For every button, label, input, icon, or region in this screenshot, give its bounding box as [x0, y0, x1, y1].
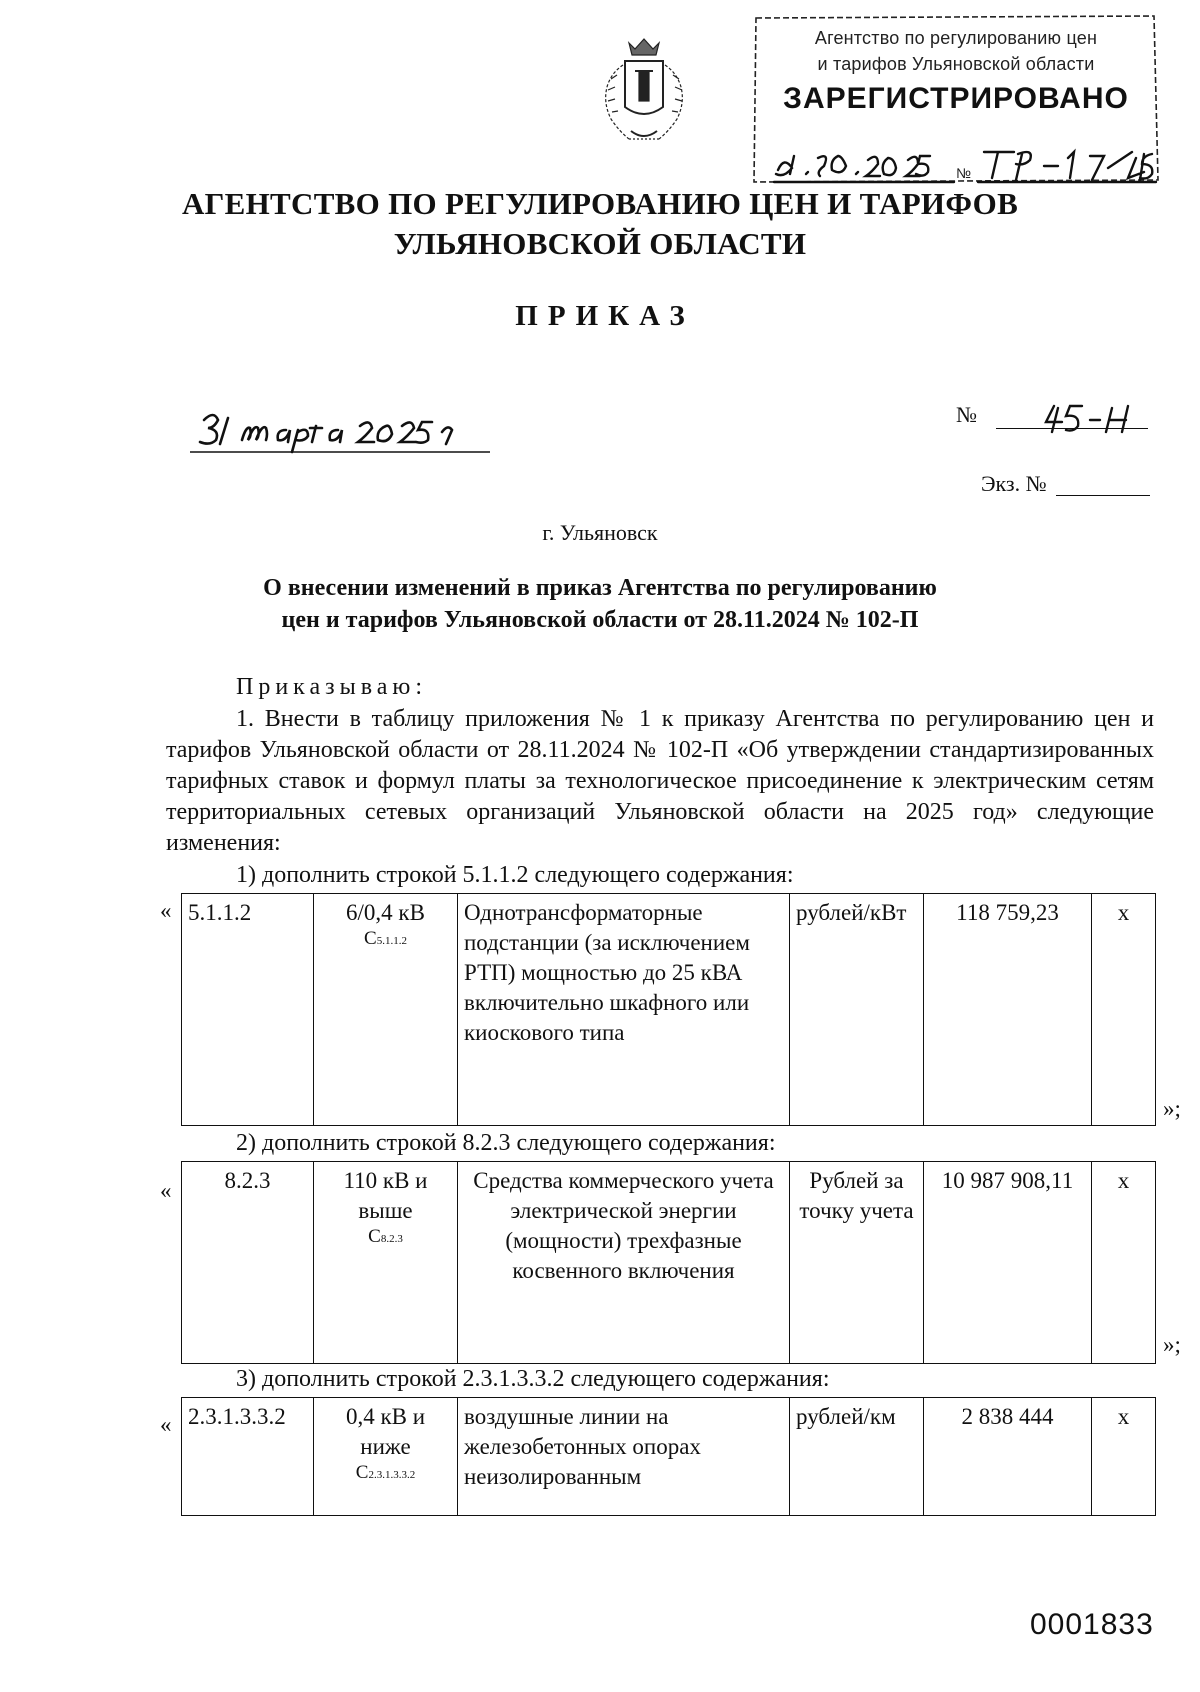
- row-1-number: 5.1.1.2: [182, 894, 314, 1126]
- stamp-agency-line2: и тарифов Ульяновской области: [817, 54, 1095, 74]
- city: г. Ульяновск: [542, 520, 658, 545]
- sub-item-2: 2) дополнить строкой 8.2.3 следующего содержания:: [236, 1130, 776, 1156]
- row-1-voltage: 6/0,4 кВ: [346, 900, 425, 925]
- coat-of-arms-emblem: [595, 35, 693, 153]
- document-serial-number: 0001833: [1030, 1608, 1154, 1641]
- sub-item-1: 1) дополнить строкой 5.1.1.2 следующего содержания:: [236, 862, 794, 888]
- orders-word: Приказываю:: [236, 674, 427, 700]
- row-3-number: 2.3.1.3.3.2: [182, 1398, 314, 1516]
- row-3-value: 2 838 444: [924, 1398, 1092, 1516]
- row-2-value: 10 987 908,11: [924, 1162, 1092, 1364]
- row-3-mark: x: [1092, 1398, 1156, 1516]
- row-2-mark: x: [1092, 1162, 1156, 1364]
- stamp-agency-line1: Агентство по регулированию цен: [814, 28, 1098, 48]
- agency-header: [0, 184, 1200, 264]
- sub-item-3: 3) дополнить строкой 2.3.1.3.3.2 следующего содержания:: [236, 1366, 830, 1392]
- svg-text:№: №: [956, 165, 972, 181]
- table-row-1: [181, 893, 1156, 1126]
- row-3-rate-symbol: C2.3.1.3.3.2: [355, 1462, 416, 1483]
- row-1-mark: x: [1092, 894, 1156, 1126]
- order-title: ПРИКАЗ: [515, 300, 695, 332]
- row-1-rate-code: [314, 894, 458, 1126]
- handwritten-date: [190, 396, 490, 456]
- row-3-voltage: 0,4 кВ и ниже: [345, 1404, 426, 1459]
- row-2-description: Средства коммерческого учета электрической энергии (мощности) трехфазные косвенного включения: [458, 1162, 790, 1364]
- row-2-open-quote: «: [160, 1178, 172, 1203]
- registration-stamp: [752, 14, 1160, 184]
- row-3-open-quote: «: [160, 1412, 172, 1437]
- stamp-registered-title: ЗАРЕГИСТРИРОВАНО: [783, 82, 1129, 115]
- item-1-paragraph: 1. Внести в таблицу приложения № 1 к приказу Агентства по регулированию цен и тарифов Ульяновской области от 28.11.2024 № 102-П «Об утверждении стандартизированных тарифных ставок и формул платы за технологическое присоединение к электрическим сетям территориальных сетевых организаций Ульяновской области на 2025 год» следующие изменения:: [166, 706, 1154, 856]
- stamp-handwritten-date-number: [760, 128, 1160, 188]
- row-1-rate-symbol: C5.1.1.2: [364, 928, 407, 949]
- copy-number-underline: [1056, 495, 1150, 496]
- order-subject: [0, 572, 1200, 636]
- row-1-open-quote: «: [160, 898, 172, 923]
- row-3-unit: рублей/км: [790, 1398, 924, 1516]
- row-1-value: 118 759,23: [924, 894, 1092, 1126]
- row-1-unit: рублей/кВт: [790, 894, 924, 1126]
- table-row-2: [181, 1161, 1156, 1364]
- row-3-description: воздушные линии на железобетонных опорах неизолированным: [458, 1398, 790, 1516]
- row-2-rate-code: [314, 1162, 458, 1364]
- row-2-voltage: 110 кВ и выше: [343, 1168, 428, 1223]
- row-2-unit: Рублей за точку учета: [790, 1162, 924, 1364]
- subject-line1: О внесении изменений в приказ Агентства по регулированию: [263, 575, 937, 601]
- row-2-close-quote: »;: [1163, 1332, 1181, 1357]
- copy-number-label: Экз. №: [981, 471, 1047, 496]
- subject-line2: цен и тарифов Ульяновской области от 28.11.2024 № 102-П: [281, 607, 919, 633]
- row-2-rate-symbol: C8.2.3: [368, 1226, 403, 1247]
- agency-title-line1: АГЕНТСТВО ПО РЕГУЛИРОВАНИЮ ЦЕН И ТАРИФОВ: [181, 186, 1019, 221]
- row-2-number: 8.2.3: [182, 1162, 314, 1364]
- table-row-3: [181, 1397, 1156, 1516]
- order-number-label: №: [956, 402, 977, 427]
- agency-title-line2: УЛЬЯНОВСКОЙ ОБЛАСТИ: [393, 226, 807, 261]
- handwritten-order-number: [1036, 398, 1146, 438]
- row-1-description: Однотрансформаторные подстанции (за исключением РТП) мощностью до 25 кВА включительно шкафного или киоскового типа: [458, 894, 790, 1126]
- row-1-close-quote: »;: [1163, 1096, 1181, 1121]
- row-3-rate-code: [314, 1398, 458, 1516]
